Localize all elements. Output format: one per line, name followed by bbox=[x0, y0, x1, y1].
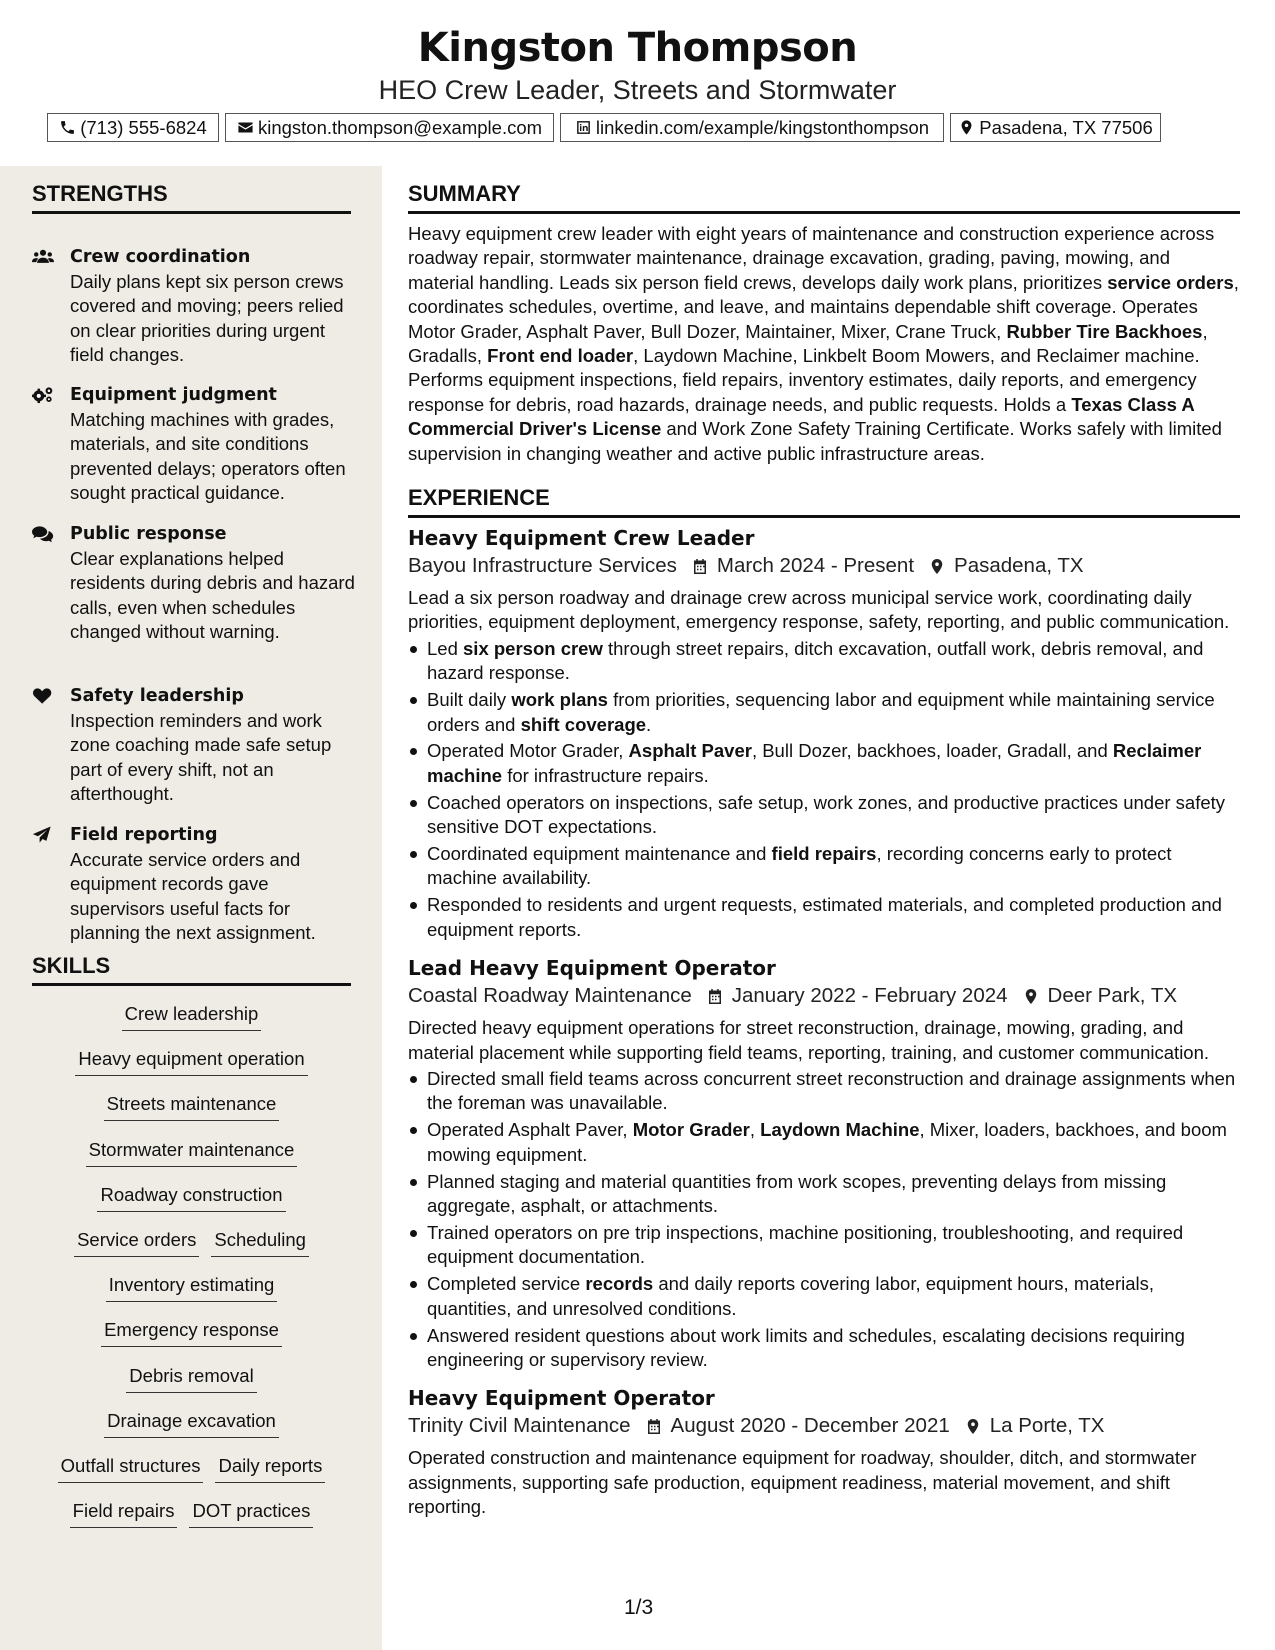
skill-tag: Roadway construction bbox=[97, 1183, 285, 1212]
summary-heading: SUMMARY bbox=[408, 181, 1240, 214]
job-list bbox=[408, 524, 1240, 1520]
job-dates: January 2022 - February 2024 bbox=[731, 984, 1008, 1008]
bold-text: Asphalt Paver bbox=[628, 740, 752, 762]
job-description: Lead a six person roadway and drainage crew across municipal service work, coordinating daily priorities, equipment deployment, emergency response, safety, reporting, and public communication. bbox=[408, 587, 1230, 633]
bold-text: Rubber Tire Backhoes bbox=[1006, 320, 1203, 342]
job-title: Heavy Equipment Crew Leader bbox=[408, 526, 755, 550]
linkedin-icon bbox=[575, 119, 592, 136]
contact-email-text: kingston.thompson@example.com bbox=[257, 117, 543, 138]
job-description: Directed heavy equipment operations for street reconstruction, drainage, mowing, grading, and material placement while supporting field teams, reporting, training, and customer communication. bbox=[408, 1017, 1210, 1063]
text-run: , Laydown Machine, Linkbelt Boom Mowers, and Reclaimer machine. Performs equipment inspections, field repairs, inventory estimates, daily reports, and emergency response for debris, road hazards, drainage needs, and public requests. Holds a bbox=[408, 345, 1200, 415]
job-company: Bayou Infrastructure Services bbox=[408, 554, 677, 577]
job-location: Pasadena, TX bbox=[954, 554, 1084, 577]
job-bullet bbox=[408, 1221, 1240, 1270]
text-run: , recording concerns early to protect machine availability. bbox=[427, 843, 1172, 889]
skill-tag: Stormwater maintenance bbox=[86, 1138, 298, 1167]
text-run: Directed small field teams across concurrent street reconstruction and drainage assignments when the foreman was unavailable. bbox=[427, 1068, 1236, 1114]
contact-linkedin[interactable] bbox=[560, 113, 944, 142]
text-run: Coordinated equipment maintenance and bbox=[427, 843, 772, 865]
text-run: Completed service bbox=[427, 1273, 586, 1295]
text-run: Built daily bbox=[427, 689, 512, 711]
skill-row bbox=[32, 1047, 351, 1076]
text-run: for infrastructure repairs. bbox=[502, 764, 709, 786]
skill-tag: Heavy equipment operation bbox=[75, 1047, 307, 1076]
text-run: , bbox=[749, 1119, 761, 1141]
skill-tag: Debris removal bbox=[126, 1364, 256, 1393]
job-dates: March 2024 - Present bbox=[716, 554, 915, 577]
job-location: Deer Park, TX bbox=[1047, 984, 1178, 1008]
text-run: through street repairs, ditch excavation, outfall work, debris removal, and hazard response. bbox=[427, 637, 1204, 684]
text-run: Operated Motor Grader, bbox=[427, 740, 629, 762]
skill-tag: Outfall structures bbox=[58, 1454, 204, 1483]
contact-location bbox=[950, 113, 1161, 142]
contact-linkedin-text: linkedin.com/example/kingstonthompson bbox=[595, 117, 930, 138]
comments-icon bbox=[32, 525, 56, 543]
job-company: Trinity Civil Maintenance bbox=[408, 1414, 631, 1438]
skill-row bbox=[32, 1092, 351, 1121]
job-bullet bbox=[408, 842, 1240, 891]
experience-section bbox=[408, 485, 1240, 1520]
bold-text: Laydown Machine bbox=[760, 1119, 920, 1141]
text-run: from priorities, sequencing labor and equipment while maintaining service orders and bbox=[427, 689, 1215, 735]
skill-row bbox=[32, 1228, 351, 1257]
job-bullet bbox=[408, 1170, 1240, 1219]
strength-description: Accurate service orders and equipment records gave supervisors useful facts for planning the next assignment. bbox=[70, 849, 316, 943]
bold-text: six person crew bbox=[463, 637, 603, 659]
job-title: Lead Heavy Equipment Operator bbox=[408, 956, 776, 981]
skill-row bbox=[32, 1183, 351, 1212]
job-company: Coastal Roadway Maintenance bbox=[408, 984, 692, 1008]
strength-description: Inspection reminders and work zone coaching made safe setup part of every shift, not an afterthought. bbox=[70, 710, 332, 804]
text-run: Led bbox=[427, 637, 464, 659]
text-run: , Bull Dozer, backhoes, loader, Gradall, and bbox=[751, 740, 1113, 762]
contact-email[interactable] bbox=[225, 113, 554, 142]
text-run: , Mixer, loaders, backhoes, and boom mowing equipment. bbox=[427, 1119, 1227, 1165]
skill-row bbox=[32, 1454, 351, 1483]
map-pin-icon bbox=[958, 119, 975, 136]
skill-row bbox=[32, 1364, 351, 1393]
users-icon bbox=[32, 248, 56, 266]
skill-tag: Drainage excavation bbox=[104, 1409, 279, 1438]
job-bullets bbox=[408, 1067, 1240, 1372]
skills-heading: SKILLS bbox=[32, 953, 351, 986]
strength-description: Clear explanations helped residents during debris and hazard calls, even when schedules changed without warning. bbox=[70, 548, 355, 642]
job-bullet bbox=[408, 1067, 1240, 1116]
job-entry bbox=[408, 524, 1240, 942]
summary-section bbox=[408, 181, 1240, 466]
skill-row bbox=[32, 1273, 351, 1302]
job-meta bbox=[408, 982, 1240, 1010]
map-pin-icon bbox=[1008, 987, 1048, 1006]
text-run: . bbox=[646, 713, 652, 735]
calendar-icon bbox=[631, 1417, 671, 1436]
skills-section bbox=[32, 953, 351, 986]
skill-tag: Inventory estimating bbox=[106, 1273, 278, 1302]
job-dates: August 2020 - December 2021 bbox=[670, 1414, 950, 1438]
bold-text: service orders bbox=[1107, 271, 1234, 293]
envelope-icon bbox=[237, 119, 254, 136]
calendar-icon bbox=[692, 987, 732, 1006]
strength-description: Matching machines with grades, materials, and site conditions prevented delays; operators often sought practical guidance. bbox=[70, 409, 346, 503]
paper-plane-icon bbox=[32, 826, 56, 844]
text-run: Answered resident questions about work limits and schedules, escalating decisions requiring engineering or supervisory review. bbox=[427, 1324, 1185, 1370]
strength-title: Crew coordination bbox=[70, 247, 251, 267]
bold-text: shift coverage bbox=[520, 713, 647, 735]
summary-text bbox=[408, 222, 1240, 466]
bold-text: Reclaimer machine bbox=[427, 740, 1202, 786]
bold-text: Motor Grader bbox=[632, 1119, 750, 1141]
job-bullet bbox=[408, 637, 1240, 686]
contact-phone-text: (713) 555-6824 bbox=[80, 117, 207, 138]
job-bullet bbox=[408, 1272, 1240, 1321]
map-pin-icon bbox=[950, 1417, 990, 1436]
job-bullet bbox=[408, 893, 1240, 942]
skill-tag: DOT practices bbox=[189, 1499, 313, 1528]
bold-text: Front end loader bbox=[487, 345, 634, 367]
phone-icon bbox=[59, 119, 76, 136]
candidate-title: HEO Crew Leader, Streets and Stormwater bbox=[378, 75, 897, 105]
job-meta bbox=[408, 1412, 1240, 1440]
skill-row bbox=[32, 1002, 351, 1031]
skill-tag: Field repairs bbox=[70, 1499, 178, 1528]
strength-title: Field reporting bbox=[70, 825, 218, 845]
text-run: Responded to residents and urgent requests, estimated materials, and completed production and equipment reports. bbox=[427, 894, 1222, 940]
candidate-name: Kingston Thompson bbox=[417, 25, 858, 71]
bold-text: Texas Class A Commercial Driver's License bbox=[408, 393, 1195, 440]
strength-title: Equipment judgment bbox=[70, 385, 277, 405]
strengths-section bbox=[32, 181, 355, 943]
text-run: , Gradalls, bbox=[408, 320, 1208, 367]
job-title: Heavy Equipment Operator bbox=[408, 1386, 715, 1411]
job-entry bbox=[408, 1384, 1240, 1519]
text-run: , coordinates schedules, overtime, and leave, and maintains dependable shift coverage. Operates Motor Grader, Asphalt Paver, Bull Dozer, Maintainer, Mixer, Crane Truck, bbox=[408, 271, 1239, 342]
heart-icon bbox=[32, 687, 56, 705]
text-run: Coached operators on inspections, safe setup, work zones, and productive practices under safety sensitive DOT expectations. bbox=[427, 791, 1226, 838]
strength-title: Safety leadership bbox=[70, 686, 244, 706]
map-pin-icon bbox=[914, 557, 954, 576]
skill-row bbox=[32, 1499, 351, 1528]
experience-heading: EXPERIENCE bbox=[408, 485, 1240, 518]
text-run: Trained operators on pre trip inspections, machine positioning, troubleshooting, and required equipment documentation. bbox=[427, 1221, 1184, 1268]
job-location: La Porte, TX bbox=[989, 1414, 1105, 1438]
skill-tag: Scheduling bbox=[211, 1228, 309, 1257]
text-run: and daily reports covering labor, equipment hours, materials, quantities, and unresolved conditions. bbox=[427, 1273, 1155, 1319]
contact-phone[interactable] bbox=[47, 113, 219, 142]
strength-description: Daily plans kept six person crews covered and moving; peers relied on clear priorities during urgent field changes. bbox=[70, 271, 344, 365]
job-bullet bbox=[408, 791, 1240, 840]
text-run: Heavy equipment crew leader with eight years of maintenance and construction experience across roadway repair, stormwater maintenance, drainage excavation, grading, paving, mowing, and material handling. Leads six person field crews, develops daily work plans, prioritizes bbox=[408, 223, 1215, 293]
bold-text: field repairs bbox=[771, 843, 877, 865]
job-bullets bbox=[408, 637, 1240, 942]
job-bullet bbox=[408, 688, 1240, 737]
skill-tag: Service orders bbox=[74, 1228, 199, 1257]
strength-title: Public response bbox=[70, 524, 227, 544]
page-number: 1/3 bbox=[624, 1596, 654, 1619]
skill-tag: Daily reports bbox=[215, 1454, 325, 1483]
skill-tag: Emergency response bbox=[101, 1318, 282, 1347]
skill-row bbox=[32, 1409, 351, 1438]
text-run: and Work Zone Safety Training Certificate. Works safely with limited supervision in changing weather and active public infrastructure areas. bbox=[408, 418, 1222, 464]
skill-tag: Crew leadership bbox=[122, 1002, 262, 1031]
bold-text: records bbox=[585, 1273, 654, 1295]
job-bullet bbox=[408, 739, 1240, 788]
bold-text: work plans bbox=[511, 689, 608, 711]
job-entry bbox=[408, 954, 1240, 1372]
skill-row bbox=[32, 1138, 351, 1167]
skill-row bbox=[32, 1318, 351, 1347]
resume-header bbox=[0, 0, 1275, 166]
job-bullet bbox=[408, 1324, 1240, 1373]
sidebar bbox=[0, 166, 382, 1650]
job-meta bbox=[408, 552, 1240, 580]
skill-tag: Streets maintenance bbox=[104, 1092, 280, 1121]
job-bullet bbox=[408, 1118, 1240, 1167]
contact-location-text: Pasadena, TX 77506 bbox=[979, 117, 1153, 138]
text-run: Operated Asphalt Paver, bbox=[427, 1119, 633, 1141]
text-run: Planned staging and material quantities from work scopes, preventing delays from missing aggregate, asphalt, or attachments. bbox=[427, 1170, 1167, 1217]
calendar-icon bbox=[677, 557, 717, 576]
job-description: Operated construction and maintenance equipment for roadway, shoulder, ditch, and stormwater assignments, supporting safe production, equipment readiness, material movement, and shift reporting. bbox=[408, 1447, 1197, 1518]
gears-icon bbox=[32, 386, 56, 404]
strengths-heading: STRENGTHS bbox=[32, 181, 351, 214]
